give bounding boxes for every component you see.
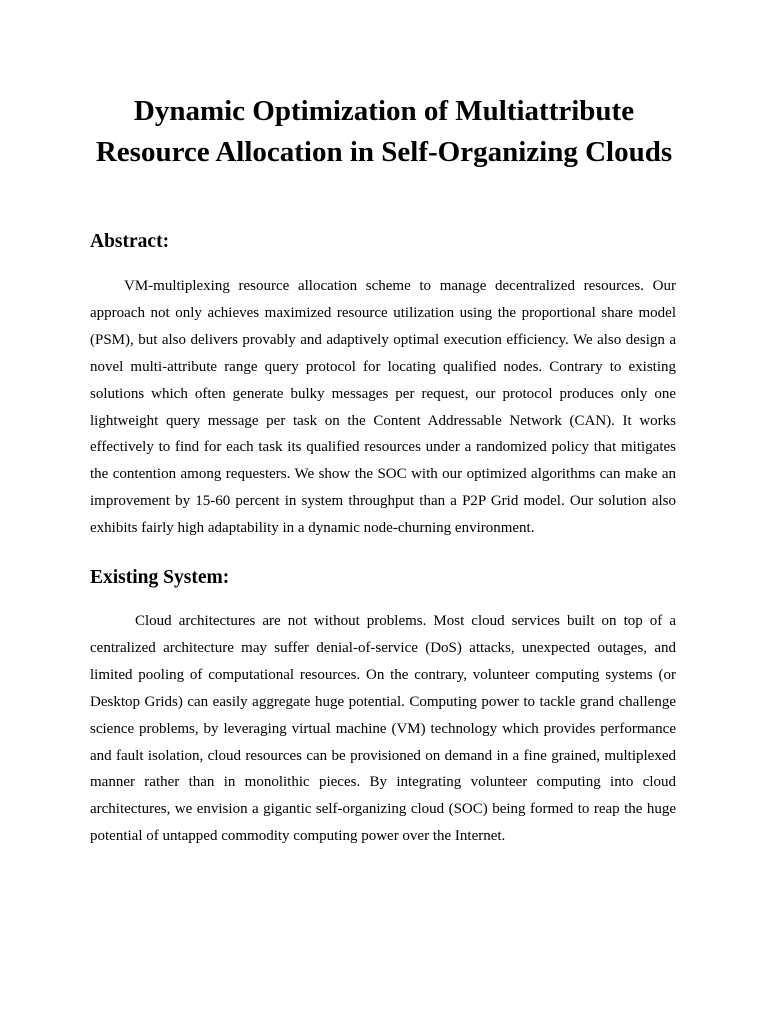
document-title: Dynamic Optimization of Multiattribute Resource Allocation in Self-Organizing Clouds	[95, 95, 673, 168]
existing-system-paragraph: Cloud architectures are not without problems. Most cloud services built on top of a centralized architecture may suffer denial-of-service (DoS) attacks, unexpected outages, and limited pooling of computational resources. On the contrary, volunteer computing systems (or Desktop Grids) can easily aggregate huge potential. Computing power to tackle grand challenge science problems, by leveraging virtual machine (VM) technology which provides performance and fault isolation, cloud resources can be provisioned on demand in a fine grained, multiplexed manner rather than in monolithic pieces. By integrating volunteer computing into cloud architectures, we envision a gigantic self-organizing cloud (SOC) being formed to reap the huge potential of untapped commodity computing power over the Internet.	[90, 613, 676, 845]
existing-system-heading: Existing System:	[90, 567, 230, 588]
abstract-heading: Abstract:	[90, 231, 170, 252]
abstract-paragraph: VM-multiplexing resource allocation scheme to manage decentralized resources. Our approach not only achieves maximized resource utilization using the proportional share model (PSM), but also delivers provably and adaptively optimal execution efficiency. We also design a novel multi-attribute range query protocol for locating qualified nodes. Contrary to existing solutions which often generate bulky messages per request, our protocol produces only one lightweight query message per task on the Content Addressable Network (CAN). It works effectively to find for each task its qualified resources under a randomized policy that mitigates the contention among requesters. We show the SOC with our optimized algorithms can make an improvement by 15-60 percent in system throughput than a P2P Grid model. Our solution also exhibits fairly high adaptability in a dynamic node-churning environment.	[90, 278, 676, 537]
